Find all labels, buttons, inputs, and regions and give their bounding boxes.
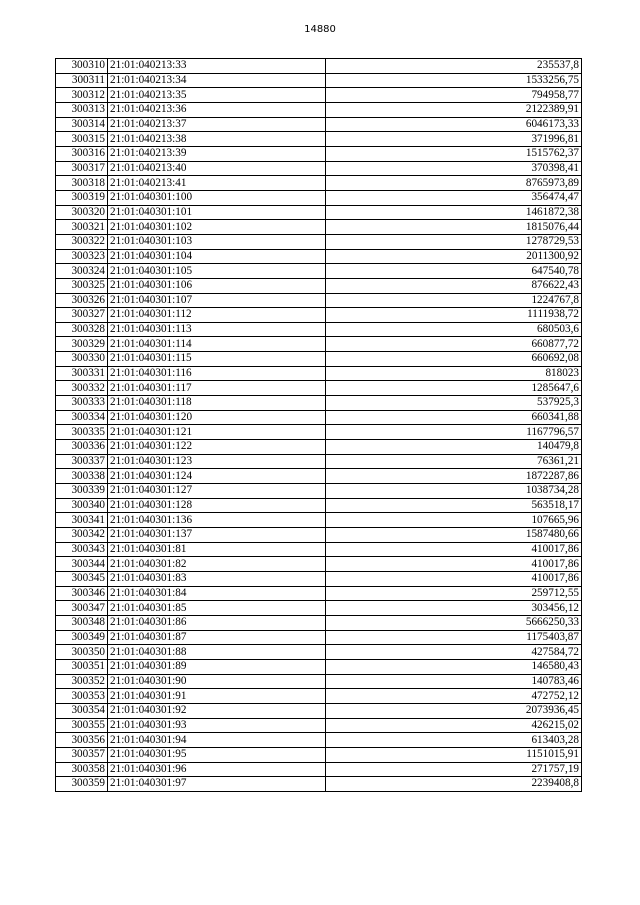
row-number-cell: 300339 bbox=[56, 484, 108, 499]
cadastral-value-cell: 660877,72 bbox=[326, 337, 582, 352]
table-row bbox=[56, 176, 582, 191]
table-row bbox=[56, 102, 582, 117]
cadastral-number-cell: 21:01:040213:36 bbox=[108, 102, 326, 117]
cadastral-value-cell: 1151015,91 bbox=[326, 747, 582, 762]
row-number-cell: 300326 bbox=[56, 293, 108, 308]
table-row bbox=[56, 484, 582, 499]
cadastral-value-cell: 660341,88 bbox=[326, 410, 582, 425]
cadastral-value-cell: 1587480,66 bbox=[326, 528, 582, 543]
table-row bbox=[56, 205, 582, 220]
row-number-cell: 300345 bbox=[56, 571, 108, 586]
table-row bbox=[56, 249, 582, 264]
row-number-cell: 300338 bbox=[56, 469, 108, 484]
row-number-cell: 300348 bbox=[56, 615, 108, 630]
cadastral-number-cell: 21:01:040213:40 bbox=[108, 161, 326, 176]
cadastral-value-cell: 794958,77 bbox=[326, 88, 582, 103]
cadastral-number-cell: 21:01:040301:97 bbox=[108, 777, 326, 792]
cadastral-number-cell: 21:01:040301:136 bbox=[108, 513, 326, 528]
table-row bbox=[56, 498, 582, 513]
cadastral-value-cell: 235537,8 bbox=[326, 59, 582, 74]
cadastral-number-cell: 21:01:040301:137 bbox=[108, 528, 326, 543]
cadastral-number-cell: 21:01:040301:105 bbox=[108, 264, 326, 279]
cadastral-number-cell: 21:01:040301:88 bbox=[108, 645, 326, 660]
row-number-cell: 300311 bbox=[56, 73, 108, 88]
row-number-cell: 300349 bbox=[56, 630, 108, 645]
cadastral-number-cell: 21:01:040213:35 bbox=[108, 88, 326, 103]
row-number-cell: 300358 bbox=[56, 762, 108, 777]
cadastral-number-cell: 21:01:040301:95 bbox=[108, 747, 326, 762]
row-number-cell: 300321 bbox=[56, 220, 108, 235]
cadastral-number-cell: 21:01:040301:100 bbox=[108, 190, 326, 205]
table-row bbox=[56, 469, 582, 484]
cadastral-number-cell: 21:01:040301:122 bbox=[108, 440, 326, 455]
row-number-cell: 300320 bbox=[56, 205, 108, 220]
table-row bbox=[56, 586, 582, 601]
row-number-cell: 300332 bbox=[56, 381, 108, 396]
cadastral-value-cell: 1815076,44 bbox=[326, 220, 582, 235]
cadastral-value-cell: 427584,72 bbox=[326, 645, 582, 660]
cadastral-value-cell: 876622,43 bbox=[326, 278, 582, 293]
cadastral-value-cell: 271757,19 bbox=[326, 762, 582, 777]
row-number-cell: 300354 bbox=[56, 703, 108, 718]
cadastral-value-cell: 660692,08 bbox=[326, 352, 582, 367]
table-row bbox=[56, 146, 582, 161]
cadastral-value-cell: 356474,47 bbox=[326, 190, 582, 205]
cadastral-value-cell: 563518,17 bbox=[326, 498, 582, 513]
row-number-cell: 300328 bbox=[56, 322, 108, 337]
cadastral-value-cell: 1111938,72 bbox=[326, 308, 582, 323]
row-number-cell: 300313 bbox=[56, 102, 108, 117]
table-row bbox=[56, 630, 582, 645]
row-number-cell: 300343 bbox=[56, 542, 108, 557]
table-row bbox=[56, 337, 582, 352]
cadastral-number-cell: 21:01:040301:104 bbox=[108, 249, 326, 264]
table-row bbox=[56, 440, 582, 455]
table-row bbox=[56, 747, 582, 762]
row-number-cell: 300351 bbox=[56, 659, 108, 674]
cadastral-number-cell: 21:01:040301:82 bbox=[108, 557, 326, 572]
row-number-cell: 300327 bbox=[56, 308, 108, 323]
cadastral-number-cell: 21:01:040301:81 bbox=[108, 542, 326, 557]
cadastral-number-cell: 21:01:040301:116 bbox=[108, 366, 326, 381]
table-row bbox=[56, 777, 582, 792]
row-number-cell: 300346 bbox=[56, 586, 108, 601]
row-number-cell: 300330 bbox=[56, 352, 108, 367]
table-row bbox=[56, 718, 582, 733]
cadastral-value-cell: 537925,3 bbox=[326, 396, 582, 411]
row-number-cell: 300359 bbox=[56, 777, 108, 792]
cadastral-value-cell: 1285647,6 bbox=[326, 381, 582, 396]
cadastral-number-cell: 21:01:040301:92 bbox=[108, 703, 326, 718]
cadastral-value-cell: 370398,41 bbox=[326, 161, 582, 176]
table-row bbox=[56, 278, 582, 293]
table-row bbox=[56, 322, 582, 337]
cadastral-number-cell: 21:01:040301:128 bbox=[108, 498, 326, 513]
cadastral-value-cell: 410017,86 bbox=[326, 557, 582, 572]
table-row bbox=[56, 59, 582, 74]
row-number-cell: 300323 bbox=[56, 249, 108, 264]
cadastral-value-cell: 818023 bbox=[326, 366, 582, 381]
cadastral-number-cell: 21:01:040301:127 bbox=[108, 484, 326, 499]
page-number: 14880 bbox=[304, 24, 336, 35]
cadastral-value-cell: 146580,43 bbox=[326, 659, 582, 674]
row-number-cell: 300341 bbox=[56, 513, 108, 528]
cadastral-number-cell: 21:01:040301:96 bbox=[108, 762, 326, 777]
table-row bbox=[56, 513, 582, 528]
table-row bbox=[56, 542, 582, 557]
table-row bbox=[56, 674, 582, 689]
cadastral-value-cell: 1278729,53 bbox=[326, 234, 582, 249]
cadastral-number-cell: 21:01:040301:101 bbox=[108, 205, 326, 220]
row-number-cell: 300322 bbox=[56, 234, 108, 249]
row-number-cell: 300310 bbox=[56, 59, 108, 74]
cadastral-value-cell: 472752,12 bbox=[326, 689, 582, 704]
row-number-cell: 300342 bbox=[56, 528, 108, 543]
cadastral-value-cell: 426215,02 bbox=[326, 718, 582, 733]
table-row bbox=[56, 264, 582, 279]
table-row bbox=[56, 454, 582, 469]
cadastral-value-cell: 1167796,57 bbox=[326, 425, 582, 440]
row-number-cell: 300344 bbox=[56, 557, 108, 572]
table-row bbox=[56, 220, 582, 235]
cadastral-value-cell: 303456,12 bbox=[326, 601, 582, 616]
cadastral-value-cell: 5666250,33 bbox=[326, 615, 582, 630]
row-number-cell: 300357 bbox=[56, 747, 108, 762]
cadastral-value-cell: 1515762,37 bbox=[326, 146, 582, 161]
cadastral-number-cell: 21:01:040301:84 bbox=[108, 586, 326, 601]
cadastral-number-cell: 21:01:040301:114 bbox=[108, 337, 326, 352]
row-number-cell: 300318 bbox=[56, 176, 108, 191]
row-number-cell: 300324 bbox=[56, 264, 108, 279]
table-row bbox=[56, 190, 582, 205]
row-number-cell: 300347 bbox=[56, 601, 108, 616]
table-row bbox=[56, 88, 582, 103]
cadastral-number-cell: 21:01:040301:83 bbox=[108, 571, 326, 586]
cadastral-number-cell: 21:01:040301:86 bbox=[108, 615, 326, 630]
cadastral-number-cell: 21:01:040301:90 bbox=[108, 674, 326, 689]
cadastral-number-cell: 21:01:040301:124 bbox=[108, 469, 326, 484]
row-number-cell: 300314 bbox=[56, 117, 108, 132]
cadastral-value-cell: 140783,46 bbox=[326, 674, 582, 689]
cadastral-value-cell: 1038734,28 bbox=[326, 484, 582, 499]
cadastral-number-cell: 21:01:040301:91 bbox=[108, 689, 326, 704]
cadastral-value-cell: 2122389,91 bbox=[326, 102, 582, 117]
cadastral-value-cell: 1461872,38 bbox=[326, 205, 582, 220]
row-number-cell: 300352 bbox=[56, 674, 108, 689]
row-number-cell: 300334 bbox=[56, 410, 108, 425]
table-row bbox=[56, 73, 582, 88]
cadastral-number-cell: 21:01:040213:41 bbox=[108, 176, 326, 191]
table-row bbox=[56, 293, 582, 308]
cadastral-number-cell: 21:01:040301:87 bbox=[108, 630, 326, 645]
table-row bbox=[56, 528, 582, 543]
table-row bbox=[56, 352, 582, 367]
cadastral-number-cell: 21:01:040301:103 bbox=[108, 234, 326, 249]
cadastral-number-cell: 21:01:040301:123 bbox=[108, 454, 326, 469]
row-number-cell: 300317 bbox=[56, 161, 108, 176]
cadastral-number-cell: 21:01:040301:121 bbox=[108, 425, 326, 440]
row-number-cell: 300337 bbox=[56, 454, 108, 469]
cadastral-number-cell: 21:01:040301:93 bbox=[108, 718, 326, 733]
row-number-cell: 300350 bbox=[56, 645, 108, 660]
table-row bbox=[56, 381, 582, 396]
cadastral-number-cell: 21:01:040301:113 bbox=[108, 322, 326, 337]
cadastral-number-cell: 21:01:040301:85 bbox=[108, 601, 326, 616]
row-number-cell: 300353 bbox=[56, 689, 108, 704]
row-number-cell: 300340 bbox=[56, 498, 108, 513]
table-row bbox=[56, 733, 582, 748]
row-number-cell: 300319 bbox=[56, 190, 108, 205]
cadastral-number-cell: 21:01:040301:106 bbox=[108, 278, 326, 293]
cadastral-value-cell: 107665,96 bbox=[326, 513, 582, 528]
cadastral-number-cell: 21:01:040301:102 bbox=[108, 220, 326, 235]
cadastral-value-cell: 613403,28 bbox=[326, 733, 582, 748]
table-row bbox=[56, 410, 582, 425]
cadastral-value-cell: 140479,8 bbox=[326, 440, 582, 455]
table-row bbox=[56, 557, 582, 572]
row-number-cell: 300325 bbox=[56, 278, 108, 293]
cadastral-value-cell: 2073936,45 bbox=[326, 703, 582, 718]
table-row bbox=[56, 132, 582, 147]
cadastral-number-cell: 21:01:040213:38 bbox=[108, 132, 326, 147]
table-row bbox=[56, 571, 582, 586]
table-row bbox=[56, 425, 582, 440]
table-row bbox=[56, 117, 582, 132]
row-number-cell: 300331 bbox=[56, 366, 108, 381]
table-row bbox=[56, 645, 582, 660]
table-row bbox=[56, 689, 582, 704]
cadastral-number-cell: 21:01:040213:39 bbox=[108, 146, 326, 161]
table-row bbox=[56, 396, 582, 411]
cadastral-value-table bbox=[55, 58, 582, 792]
cadastral-number-cell: 21:01:040213:34 bbox=[108, 73, 326, 88]
row-number-cell: 300335 bbox=[56, 425, 108, 440]
cadastral-value-cell: 1175403,87 bbox=[326, 630, 582, 645]
cadastral-value-cell: 1533256,75 bbox=[326, 73, 582, 88]
table-row bbox=[56, 161, 582, 176]
cadastral-number-cell: 21:01:040301:117 bbox=[108, 381, 326, 396]
row-number-cell: 300356 bbox=[56, 733, 108, 748]
cadastral-number-cell: 21:01:040301:115 bbox=[108, 352, 326, 367]
table-row bbox=[56, 659, 582, 674]
table-row bbox=[56, 762, 582, 777]
cadastral-value-cell: 647540,78 bbox=[326, 264, 582, 279]
cadastral-number-cell: 21:01:040301:94 bbox=[108, 733, 326, 748]
cadastral-value-cell: 6046173,33 bbox=[326, 117, 582, 132]
row-number-cell: 300333 bbox=[56, 396, 108, 411]
row-number-cell: 300336 bbox=[56, 440, 108, 455]
cadastral-value-cell: 2239408,8 bbox=[326, 777, 582, 792]
cadastral-value-cell: 2011300,92 bbox=[326, 249, 582, 264]
cadastral-value-cell: 259712,55 bbox=[326, 586, 582, 601]
cadastral-number-cell: 21:01:040301:112 bbox=[108, 308, 326, 323]
cadastral-value-cell: 1872287,86 bbox=[326, 469, 582, 484]
table-row bbox=[56, 601, 582, 616]
row-number-cell: 300316 bbox=[56, 146, 108, 161]
table-row bbox=[56, 366, 582, 381]
cadastral-value-cell: 8765973,89 bbox=[326, 176, 582, 191]
row-number-cell: 300315 bbox=[56, 132, 108, 147]
cadastral-number-cell: 21:01:040301:120 bbox=[108, 410, 326, 425]
cadastral-number-cell: 21:01:040301:118 bbox=[108, 396, 326, 411]
row-number-cell: 300329 bbox=[56, 337, 108, 352]
cadastral-value-cell: 410017,86 bbox=[326, 542, 582, 557]
row-number-cell: 300312 bbox=[56, 88, 108, 103]
table-row bbox=[56, 703, 582, 718]
cadastral-value-cell: 1224767,8 bbox=[326, 293, 582, 308]
cadastral-number-cell: 21:01:040301:89 bbox=[108, 659, 326, 674]
row-number-cell: 300355 bbox=[56, 718, 108, 733]
table-body bbox=[56, 59, 582, 792]
table-row bbox=[56, 234, 582, 249]
cadastral-value-cell: 410017,86 bbox=[326, 571, 582, 586]
table-row bbox=[56, 615, 582, 630]
cadastral-number-cell: 21:01:040301:107 bbox=[108, 293, 326, 308]
cadastral-number-cell: 21:01:040213:37 bbox=[108, 117, 326, 132]
cadastral-value-cell: 680503,6 bbox=[326, 322, 582, 337]
cadastral-number-cell: 21:01:040213:33 bbox=[108, 59, 326, 74]
table-row bbox=[56, 308, 582, 323]
cadastral-value-cell: 371996,81 bbox=[326, 132, 582, 147]
cadastral-value-cell: 76361,21 bbox=[326, 454, 582, 469]
